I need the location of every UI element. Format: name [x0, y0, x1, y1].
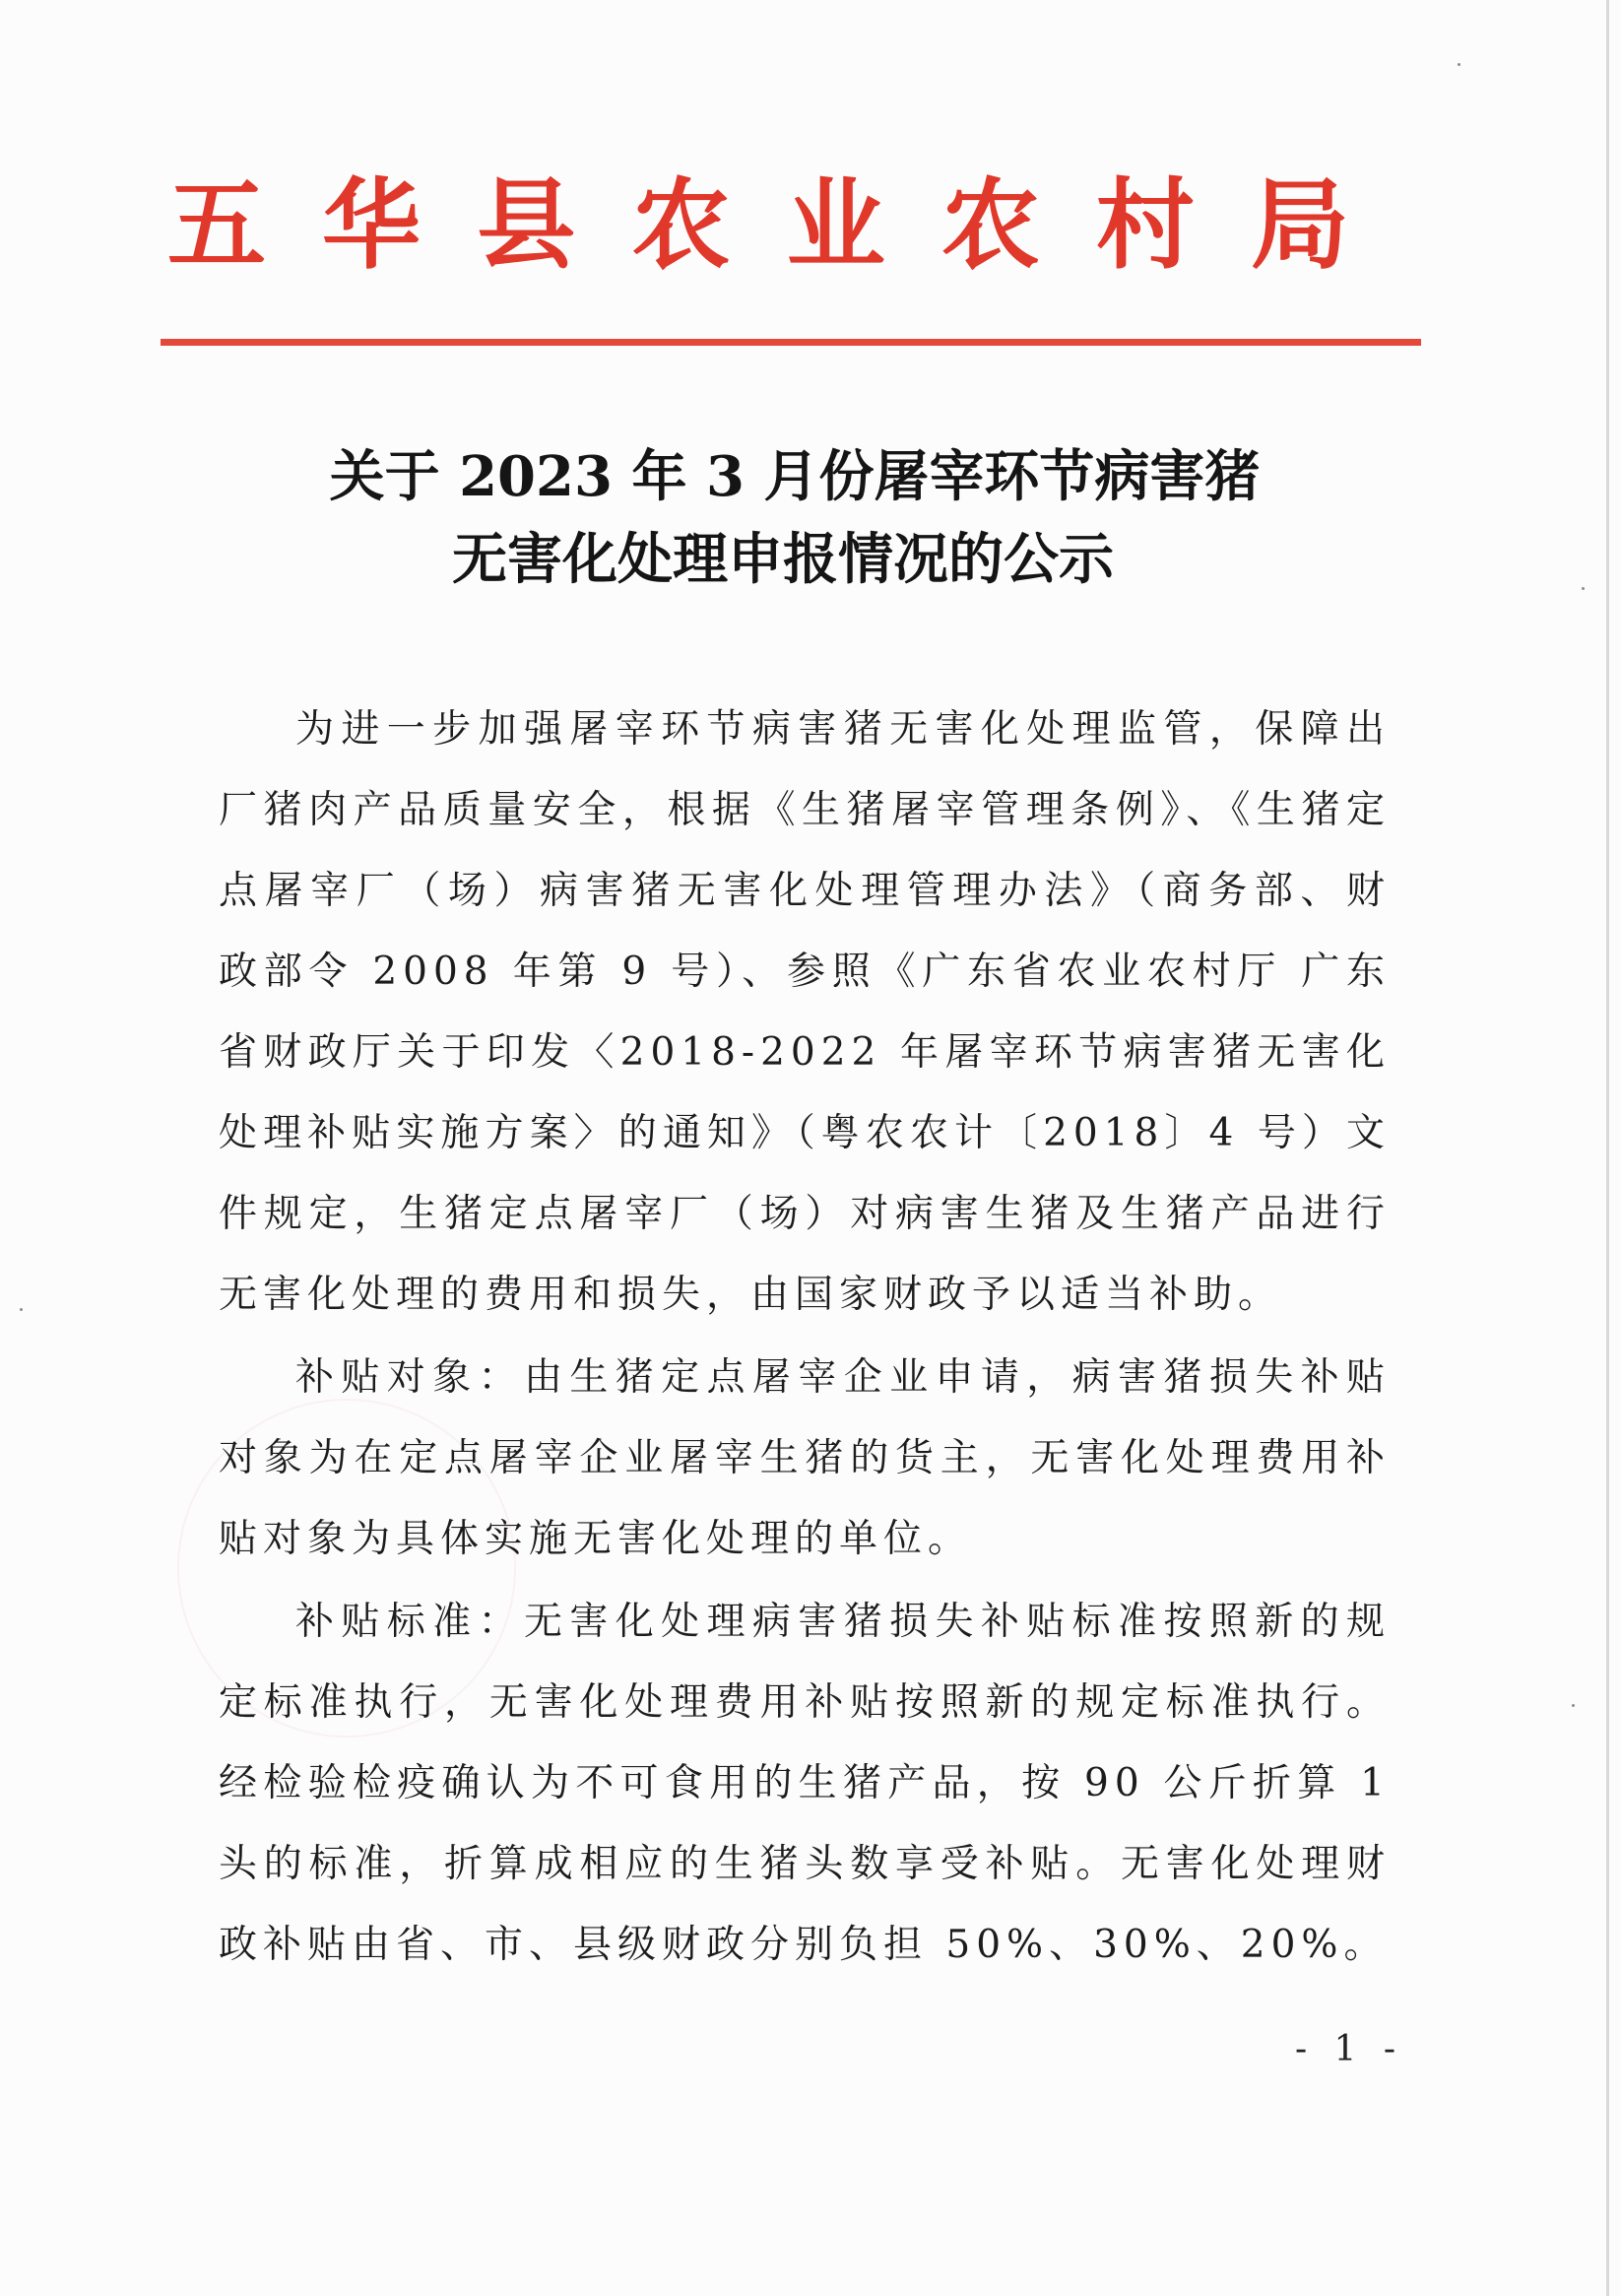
letterhead-char: 五 — [167, 166, 266, 283]
page-edge — [1606, 0, 1609, 2296]
document-title-line-2: 无害化处理申报情况的公示 — [452, 527, 1114, 592]
document-body — [219, 689, 1391, 1988]
document-title-line-1: 关于 2023 年 3 月份屠宰环节病害猪 — [329, 444, 1261, 509]
letterhead-char: 农 — [631, 166, 731, 283]
body-paragraph: 补贴标准：无害化处理病害猪损失补贴标准按照新的规定标准执行，无害化处理费用补贴按照新的规定标准执行。经检验检疫确认为不可食用的生猪产品，按 90 公斤折算 1 头的标准，折算成相应的生猪头数享受补贴。无害化处理财政补贴由省、市、县级财政分别负担 50%、30%、20%。 — [219, 1600, 1391, 1967]
letterhead-char: 县 — [477, 166, 576, 283]
letterhead-char: 农 — [940, 166, 1040, 283]
letterhead-red-rule — [161, 339, 1421, 346]
letterhead — [158, 165, 1359, 284]
letterhead-char: 村 — [1095, 166, 1195, 283]
scan-speck — [1458, 63, 1460, 66]
scan-speck — [1582, 587, 1585, 590]
scan-speck — [20, 1308, 23, 1311]
letterhead-char: 业 — [786, 166, 885, 283]
letterhead-char: 局 — [1250, 166, 1349, 283]
scan-speck — [1572, 1704, 1575, 1707]
body-paragraph: 补贴对象：由生猪定点屠宰企业申请，病害猪损失补贴对象为在定点屠宰企业屠宰生猪的货主，无害化处理费用补贴对象为具体实施无害化处理的单位。 — [219, 1355, 1391, 1561]
page-number: - 1 - — [1294, 2029, 1404, 2069]
letterhead-char: 华 — [322, 166, 421, 283]
body-paragraph: 为进一步加强屠宰环节病害猪无害化处理监管，保障出厂猪肉产品质量安全，根据《生猪屠宰管理条例》、《生猪定点屠宰厂（场）病害猪无害化处理管理办法》（商务部、财政部令 2008 年第 9 号）、参照《广东省农业农村厅 广东省财政厅关于印发〈2018-2022 年屠宰环节病害猪无害化处理补贴实施方案〉的通知》（粤农农计〔2018〕4 号）文件规定，生猪定点屠宰厂（场）对病害生猪及生猪产品进行无害化处理的费用和损失，由国家财政予以适当补助。 — [219, 707, 1391, 1317]
